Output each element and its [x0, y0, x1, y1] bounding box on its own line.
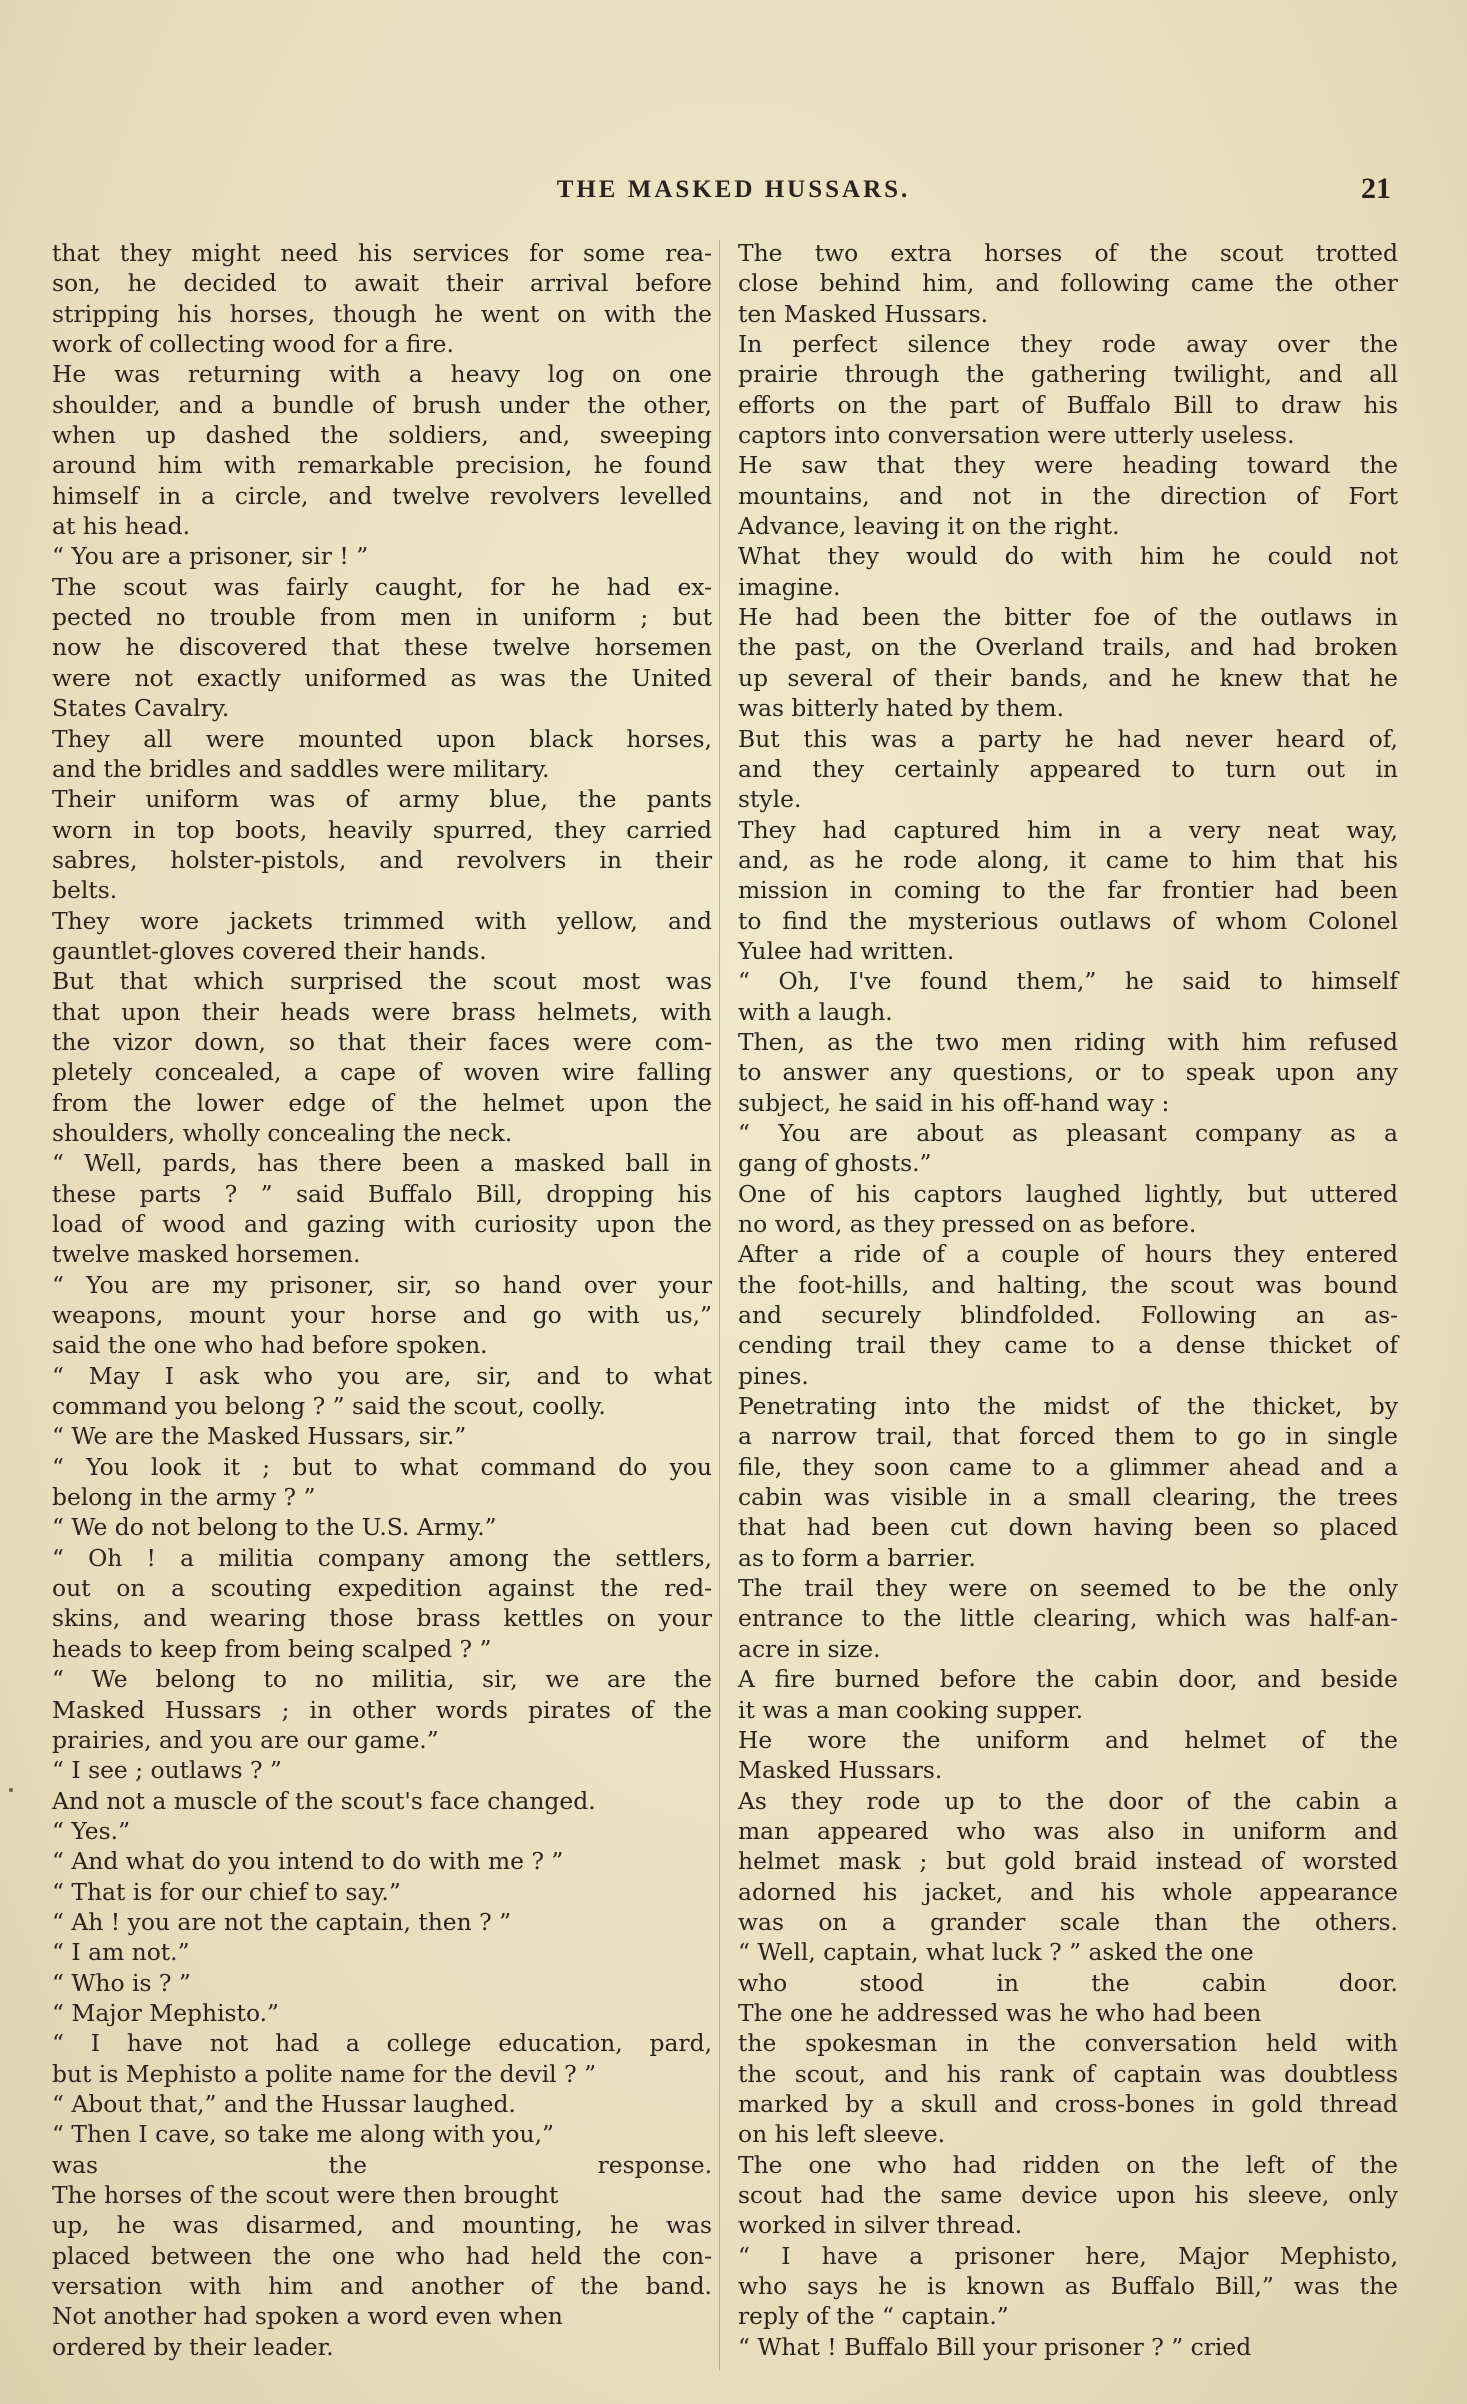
- text-line: cabin was visible in a small clearing, the trees: [738, 1483, 1398, 1512]
- page-number: 21: [1361, 172, 1391, 205]
- text-line: “ You are a prisoner, sir ! ”: [52, 542, 369, 571]
- text-line: A fire burned before the cabin door, and beside: [738, 1665, 1398, 1694]
- text-line: “ May I ask who you are, sir, and to what: [52, 1361, 712, 1390]
- text-line: with a laugh.: [738, 997, 893, 1026]
- text-line: was bitterly hated by them.: [738, 694, 1065, 723]
- text-line: “ We belong to no militia, sir, we are the: [52, 1665, 712, 1694]
- text-line: “ Then I cave, so take me along with you,”: [52, 2120, 554, 2149]
- text-line: “ I have a prisoner here, Major Mephisto,: [738, 2241, 1398, 2270]
- text-line: “ Well, pards, has there been a masked ball in: [52, 1149, 712, 1178]
- text-line: mission in coming to the far frontier had been: [738, 876, 1398, 905]
- text-line: son, he decided to await their arrival before: [52, 269, 712, 298]
- text-line: imagine.: [738, 572, 841, 601]
- text-line: that they might need his services for some rea-: [52, 239, 712, 267]
- text-line: “ Oh ! a militia company among the settlers,: [52, 1543, 712, 1572]
- text-line: man appeared who was also in uniform and: [738, 1816, 1398, 1845]
- text-line: command you belong ? ” said the scout, coolly.: [52, 1392, 606, 1421]
- column-divider: [719, 240, 720, 2370]
- text-line: “ Major Mephisto.”: [52, 1998, 280, 2027]
- text-line: captors into conversation were utterly useless.: [738, 421, 1295, 450]
- text-line: The horses of the scout were then brought: [52, 2181, 559, 2209]
- text-line: Advance, leaving it on the right.: [738, 512, 1120, 541]
- text-line: As they rode up to the door of the cabin a: [738, 1786, 1398, 1815]
- text-line: Penetrating into the midst of the thicket, by: [738, 1392, 1398, 1421]
- text-line: but is Mephisto a polite name for the devil ? ”: [52, 2059, 597, 2088]
- text-line: pected no trouble from men in uniform ; but: [52, 603, 712, 632]
- left-column: [52, 238, 712, 2362]
- text-line: Then, as the two men riding with him refused: [738, 1027, 1398, 1056]
- text-line: style.: [738, 785, 802, 814]
- text-line: it was a man cooking supper.: [738, 1695, 1084, 1724]
- text-line: who stood in the cabin door.: [738, 1968, 1398, 1997]
- text-line: file, they soon came to a glimmer ahead and a: [738, 1452, 1398, 1481]
- text-line: placed between the one who had held the con-: [52, 2241, 712, 2270]
- text-line: subject, he said in his off-hand way :: [738, 1088, 1170, 1117]
- text-line: marked by a skull and cross-bones in gold thread: [738, 2089, 1398, 2118]
- text-line: ordered by their leader.: [52, 2332, 334, 2361]
- text-line: that upon their heads were brass helmets, with: [52, 997, 712, 1026]
- text-line: “ Yes.”: [52, 1816, 131, 1845]
- text-line: “ About that,” and the Hussar laughed.: [52, 2089, 516, 2118]
- text-line: when up dashed the soldiers, and, sweeping: [52, 421, 712, 450]
- text-line: up several of their bands, and he knew that he: [738, 663, 1398, 692]
- text-line: He had been the bitter foe of the outlaws in: [738, 603, 1398, 632]
- text-line: twelve masked horsemen.: [52, 1240, 361, 1269]
- text-line: sabres, holster-pistols, and revolvers in their: [52, 845, 712, 874]
- text-line: States Cavalry.: [52, 694, 230, 723]
- text-line: and the bridles and saddles were military.: [52, 754, 550, 783]
- text-line: The one he addressed was he who had been: [738, 1998, 1262, 2027]
- text-line: entrance to the little clearing, which was half-an-: [738, 1604, 1398, 1633]
- text-line: “ We do not belong to the U.S. Army.”: [52, 1513, 497, 1542]
- text-line: reply of the “ captain.”: [738, 2302, 1009, 2331]
- text-line: gang of ghosts.”: [738, 1149, 932, 1178]
- text-line: “ I see ; outlaws ? ”: [52, 1756, 282, 1785]
- text-line: from the lower edge of the helmet upon the: [52, 1088, 712, 1117]
- text-line: scout had the same device upon his sleeve, only: [738, 2181, 1398, 2209]
- text-line: But this was a party he had never heard of,: [738, 724, 1398, 753]
- text-line: load of wood and gazing with curiosity upon the: [52, 1210, 712, 1238]
- text-line: gauntlet-gloves covered their hands.: [52, 936, 487, 965]
- text-line: acre in size.: [738, 1634, 881, 1663]
- text-line: himself in a circle, and twelve revolvers levelled: [52, 481, 712, 510]
- text-line: “ Who is ? ”: [52, 1968, 191, 1997]
- text-line: the vizor down, so that their faces were com-: [52, 1027, 712, 1056]
- text-line: stripping his horses, though he went on with the: [52, 299, 712, 328]
- text-line: around him with remarkable precision, he found: [52, 451, 712, 480]
- text-line: They all were mounted upon black horses,: [52, 724, 712, 753]
- text-line: pines.: [738, 1361, 809, 1390]
- text-line: “ I am not.”: [52, 1938, 190, 1967]
- text-line: the scout, and his rank of captain was doubtless: [738, 2059, 1398, 2088]
- text-line: heads to keep from being scalped ? ”: [52, 1634, 492, 1663]
- text-line: Not another had spoken a word even when: [52, 2302, 563, 2331]
- text-line: on his left sleeve.: [738, 2120, 946, 2149]
- text-line: at his head.: [52, 512, 191, 541]
- text-line: weapons, mount your horse and go with us,”: [52, 1301, 712, 1330]
- text-line: the past, on the Overland trails, and had broken: [738, 633, 1398, 662]
- text-line: “ We are the Masked Hussars, sir.”: [52, 1422, 467, 1451]
- text-line: ten Masked Hussars.: [738, 299, 989, 328]
- text-line: to answer any questions, or to speak upon any: [738, 1058, 1398, 1087]
- text-line: “ You are about as pleasant company as a: [738, 1118, 1398, 1147]
- text-line: He wore the uniform and helmet of the: [738, 1725, 1398, 1754]
- text-line: In perfect silence they rode away over the: [738, 330, 1398, 359]
- text-line: efforts on the part of Buffalo Bill to draw his: [738, 390, 1398, 419]
- text-line: and they certainly appeared to turn out in: [738, 754, 1398, 783]
- text-line: who says he is known as Buffalo Bill,” was the: [738, 2272, 1398, 2301]
- text-line: shoulder, and a bundle of brush under the other,: [52, 390, 712, 419]
- text-line: The two extra horses of the scout trotted: [738, 239, 1398, 267]
- text-line: to find the mysterious outlaws of whom Colonel: [738, 906, 1398, 935]
- page-title: THE MASKED HUSSARS.: [556, 176, 911, 203]
- text-line: said the one who had before spoken.: [52, 1331, 488, 1360]
- text-line: He saw that they were heading toward the: [738, 451, 1398, 480]
- text-line: these parts ? ” said Buffalo Bill, dropping his: [52, 1179, 712, 1208]
- text-line: mountains, and not in the direction of Fort: [738, 481, 1398, 510]
- text-line: was on a grander scale than the others.: [738, 1907, 1398, 1936]
- text-line: Masked Hussars.: [738, 1756, 943, 1785]
- text-line: Yulee had written.: [738, 936, 955, 965]
- text-line: They had captured him in a very neat way,: [738, 815, 1398, 844]
- text-line: What they would do with him he could not: [738, 542, 1398, 571]
- text-line: The scout was fairly caught, for he had ex-: [52, 572, 712, 601]
- text-line: work of collecting wood for a fire.: [52, 330, 454, 359]
- text-line: and, as he rode along, it came to him that his: [738, 845, 1398, 874]
- text-line: “ You look it ; but to what command do you: [52, 1452, 712, 1481]
- text-line: prairie through the gathering twilight, and all: [738, 360, 1398, 389]
- text-line: pletely concealed, a cape of woven wire falling: [52, 1058, 712, 1087]
- text-line: “ And what do you intend to do with me ? ”: [52, 1847, 564, 1876]
- text-line: The trail they were on seemed to be the only: [738, 1574, 1398, 1603]
- margin-mark: [9, 1788, 13, 1792]
- text-line: Masked Hussars ; in other words pirates of the: [52, 1695, 712, 1724]
- text-line: cending trail they came to a dense thicket of: [738, 1331, 1398, 1360]
- text-line: After a ride of a couple of hours they entered: [738, 1240, 1398, 1269]
- text-line: One of his captors laughed lightly, but uttered: [738, 1179, 1398, 1208]
- text-line: helmet mask ; but gold braid instead of worsted: [738, 1847, 1398, 1876]
- right-column: [738, 238, 1398, 2362]
- text-line: out on a scouting expedition against the red-: [52, 1574, 712, 1603]
- text-line: “ You are my prisoner, sir, so hand over your: [52, 1270, 712, 1299]
- text-line: now he discovered that these twelve horsemen: [52, 633, 712, 662]
- text-line: was the response.: [52, 2150, 712, 2179]
- text-line: Their uniform was of army blue, the pants: [52, 785, 712, 814]
- text-line: up, he was disarmed, and mounting, he was: [52, 2211, 712, 2240]
- text-line: “ That is for our chief to say.”: [52, 1877, 401, 1906]
- text-line: shoulders, wholly concealing the neck.: [52, 1118, 513, 1147]
- text-line: “ I have not had a college education, pard,: [52, 2029, 712, 2058]
- text-line: belong in the army ? ”: [52, 1483, 316, 1512]
- text-line: versation with him and another of the band.: [52, 2272, 712, 2301]
- text-line: He was returning with a heavy log on one: [52, 360, 712, 389]
- text-line: The one who had ridden on the left of the: [738, 2150, 1398, 2179]
- text-line: and securely blindfolded. Following an as-: [738, 1301, 1398, 1330]
- text-line: were not exactly uniformed as was the United: [52, 663, 712, 692]
- text-line: the foot-hills, and halting, the scout was bound: [738, 1270, 1398, 1299]
- text-line: no word, as they pressed on as before.: [738, 1210, 1197, 1238]
- text-line: that had been cut down having been so placed: [738, 1513, 1398, 1542]
- text-line: “ Ah ! you are not the captain, then ? ”: [52, 1907, 512, 1936]
- text-line: adorned his jacket, and his whole appearance: [738, 1877, 1398, 1906]
- text-line: “ Well, captain, what luck ? ” asked the one: [738, 1938, 1254, 1967]
- text-line: a narrow trail, that forced them to go in single: [738, 1422, 1398, 1451]
- text-line: And not a muscle of the scout's face changed.: [52, 1786, 596, 1815]
- text-line: the spokesman in the conversation held with: [738, 2029, 1398, 2058]
- text-line: “ Oh, I've found them,” he said to himself: [738, 967, 1398, 996]
- running-header: [0, 172, 1467, 216]
- text-line: They wore jackets trimmed with yellow, and: [52, 906, 712, 935]
- text-line: prairies, and you are our game.”: [52, 1725, 439, 1754]
- text-line: belts.: [52, 876, 118, 905]
- text-line: close behind him, and following came the other: [738, 269, 1398, 298]
- text-line: “ What ! Buffalo Bill your prisoner ? ” cried: [738, 2332, 1252, 2361]
- text-line: worn in top boots, heavily spurred, they carried: [52, 815, 712, 844]
- text-line: But that which surprised the scout most was: [52, 967, 712, 996]
- text-line: as to form a barrier.: [738, 1543, 976, 1572]
- text-line: skins, and wearing those brass kettles on your: [52, 1604, 712, 1633]
- text-line: worked in silver thread.: [738, 2211, 1023, 2240]
